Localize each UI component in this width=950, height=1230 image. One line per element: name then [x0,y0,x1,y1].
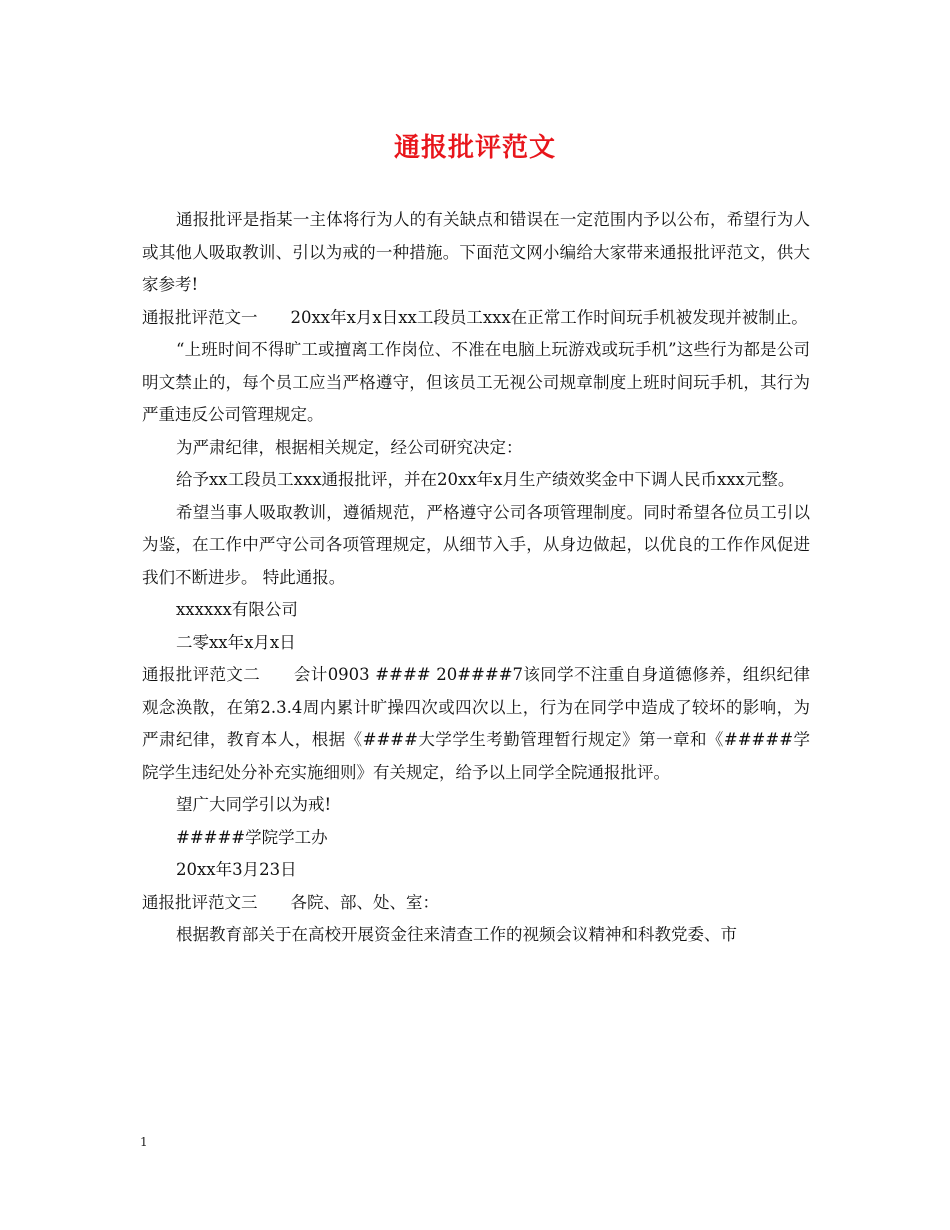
paragraph-signature-company: xxxxxx有限公司 [176,600,298,619]
paragraph-sample-three-body: 根据教育部关于在高校开展资金往来清查工作的视频会议精神和科教党委、市 [176,925,737,944]
paragraph-intro: 通报批评是指某一主体将行为人的有关缺点和错误在一定范围内予以公布，希望行为人或其他人吸取教训、引以为戒的一种措施。下面范文网小编给大家带来通报批评范文，供大家参考! [142,210,810,294]
paragraph-decision-intro: 为严肃纪律，根据相关规定，经公司研究决定： [176,437,523,457]
paragraph-penalty: 给予xx工段员工xxx通报批评，并在20xx年x月生产绩效奖金中下调人民币xxx元整。 [176,470,795,489]
paragraph-hope: 希望当事人吸取教训，遵循规范，严格遵守公司各项管理制度。同时希望各位员工引以为鉴，在工作中严守公司各项管理规定，从细节入手，从身边做起，以优良的工作作风促进我们不断进步。 特此通报。 [142,502,810,587]
document-body [142,204,810,952]
paragraph-sample-one-heading: 通报批评范文一 20xx年x月x日xx工段员工xxx在正常工作时间玩手机被发现并被制止。 [142,307,808,327]
paragraph-signature-date: 二零xx年x月x日 [176,632,296,652]
paragraph-signature-date-two: 20xx年3月23日 [176,860,297,879]
paragraph-signature-office: #####学院学工办 [176,827,328,847]
document-title: 通报批评范文 [393,133,556,163]
paragraph-rules-quote: “上班时间不得旷工或擅离工作岗位、不准在电脑上玩游戏或玩手机”这些行为都是公司明文禁止的，每个员工应当严格遵守，但该员工无视公司规章制度上班时间玩手机，其行为严重违反公司管理规定。 [142,340,810,424]
page-number: 1 [140,1135,148,1149]
paragraph-warning: 望广大同学引以为戒! [176,795,332,814]
paragraph-sample-two: 通报批评范文二 会计0903 #### 20####7该同学不注重自身道德修养，组织纪律观念涣散，在第2.3.4周内累计旷操四次或四次以上，行为在同学中造成了较坏的影响，为严肃纪律，教育本人，根据《####大学学生考勤管理暂行规定》第一章和《#####学院学生违纪处分补充实施细则》有关规定，给予以上同学全院通报批评。 [142,665,810,782]
paragraph-sample-three-heading: 通报批评范文三 各院、部、处、室： [142,892,439,912]
